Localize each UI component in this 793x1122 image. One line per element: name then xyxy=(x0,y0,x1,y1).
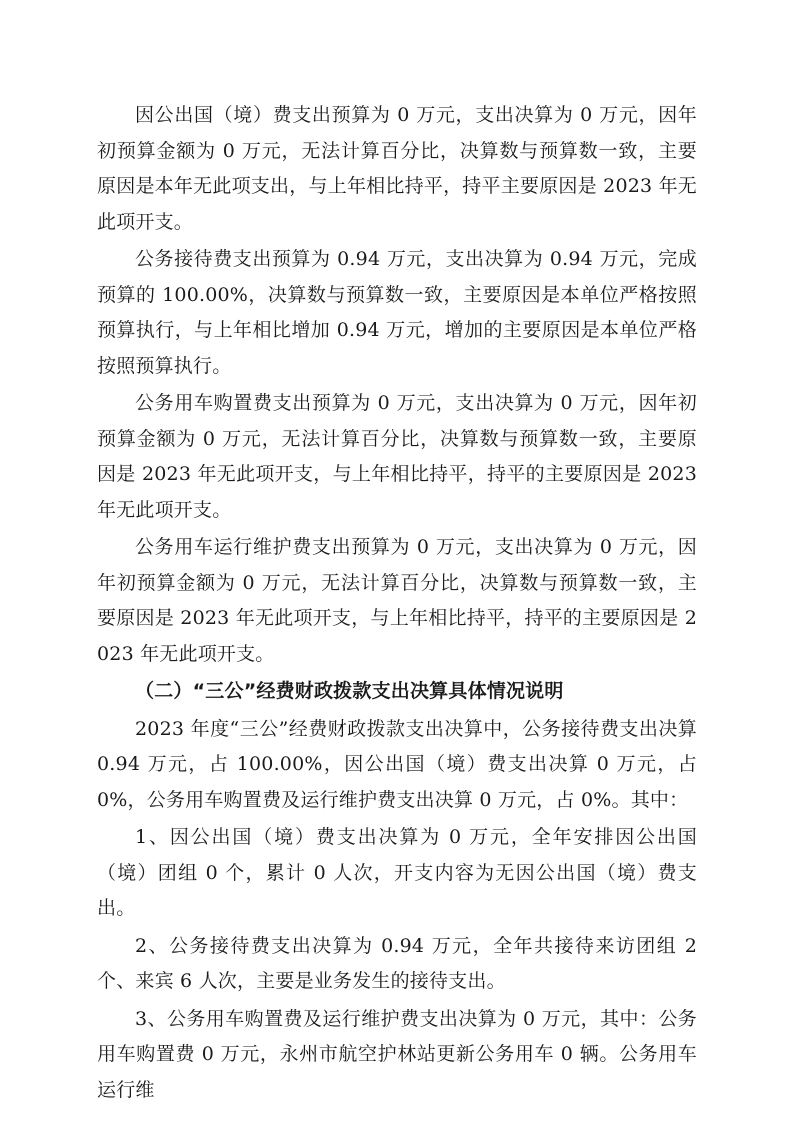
paragraph-item-2-reception: 2、公务接待费支出决算为 0.94 万元，全年共接待来访团组 2 个、来宾 6 人次，主要是业务发生的接待支出。 xyxy=(97,934,697,992)
paragraph-vehicle-purchase-budget: 公务用车购置费支出预算为 0 万元，支出决算为 0 万元，因年初预算金额为 0 万元，无法计算百分比，决算数与预算数一致，主要原因是 2023 年无此项开支，与上年相比持平，持平的主要原因是 2023 年无此项开支。 xyxy=(97,392,697,521)
paragraph-reception-budget: 公务接待费支出预算为 0.94 万元，支出决算为 0.94 万元，完成预算的 100.00%，决算数与预算数一致，主要原因是本单位严格按照预算执行，与上年相比增加 0.94 万元，增加的主要原因是本单位严格按照预算执行。 xyxy=(97,248,697,377)
paragraph-item-3-vehicles: 3、公务用车购置费及运行维护费支出决算为 0 万元，其中：公务用车购置费 0 万元，永州市航空护林站更新公务用车 0 辆。公务用车运行维 xyxy=(97,1007,697,1101)
section-heading: （二）“三公”经费财政拨款支出决算具体情况说明 xyxy=(135,680,564,702)
paragraph-vehicle-maintenance-budget: 公务用车运行维护费支出预算为 0 万元，支出决算为 0 万元，因年初预算金额为 0 万元，无法计算百分比，决算数与预算数一致，主要原因是 2023 年无此项开支，与上年相比持平，持平的主要原因是 2023 年无此项开支。 xyxy=(97,536,697,665)
paragraph-overseas-trip-budget: 因公出国（境）费支出预算为 0 万元，支出决算为 0 万元，因年初预算金额为 0 万元，无法计算百分比，决算数与预算数一致，主要原因是本年无此项支出，与上年相比持平，持平主要原因是 2023 年无此项开支。 xyxy=(97,104,697,233)
paragraph-item-1-overseas: 1、因公出国（境）费支出决算为 0 万元，全年安排因公出国（境）团组 0 个，累计 0 人次，开支内容为无因公出国（境）费支出。 xyxy=(97,826,697,919)
paragraph-three-public-summary: 2023 年度“三公”经费财政拨款支出决算中，公务接待费支出决算 0.94 万元，占 100.00%，因公出国（境）费支出决算 0 万元，占 0%，公务用车购置费及运行维护费支出决算 0 万元，占 0%。其中： xyxy=(97,717,697,811)
document-page xyxy=(97,98,697,1110)
